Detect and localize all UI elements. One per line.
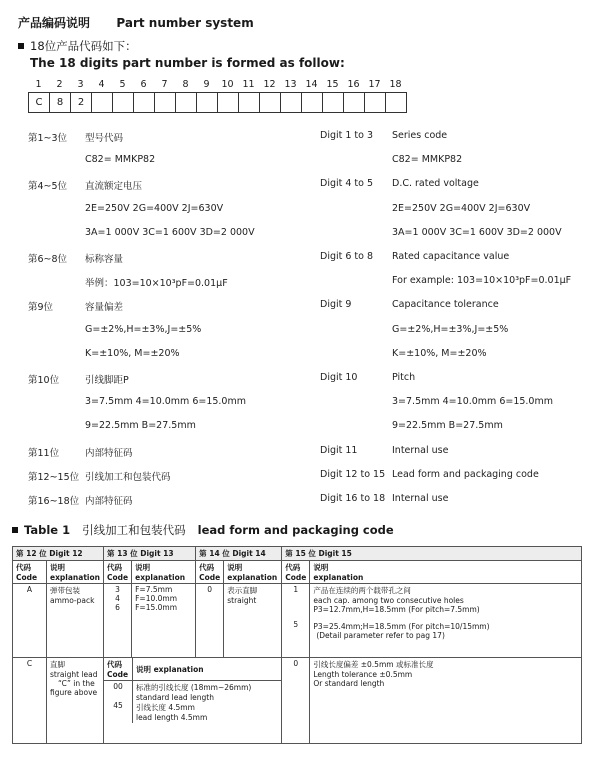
- row-cn-text: 9=22.5mm B=27.5mm: [85, 420, 196, 432]
- d15-code-c: 0: [282, 658, 310, 744]
- row-cn-text: 引线脚距P: [85, 375, 129, 386]
- d14-explanation: 表示直脚 straight: [224, 584, 282, 658]
- row-en-text: Series code: [392, 130, 448, 141]
- row-cn-text: 3=7.5mm 4=10.0mm 6=15.0mm: [85, 396, 246, 408]
- row-en-text: 9=22.5mm B=27.5mm: [392, 420, 503, 432]
- d14-code: 0: [196, 584, 224, 658]
- row-cn-label: 第9位: [28, 302, 54, 314]
- explanation-c: 直脚 straight lead “C” in the figure above: [47, 658, 104, 744]
- digit-number: 18: [389, 79, 402, 90]
- row-cn-label: 第10位: [28, 375, 60, 386]
- row-cn-text: C82= MMKP82: [85, 154, 156, 166]
- code-c: C: [13, 658, 47, 744]
- digit-number: 12: [263, 79, 276, 90]
- row-cn-label: 第12~15位: [28, 471, 80, 483]
- row-cn-text: 标称容量: [85, 254, 124, 265]
- digit-cell: [323, 92, 344, 113]
- digit-cell: [260, 92, 281, 113]
- page-title: [18, 14, 254, 31]
- row-cn-text: 内部特征码: [85, 496, 133, 507]
- col-explanation: 说明 explanation: [47, 561, 104, 584]
- d15-explanation-c: 引线长度偏差 ±0.5mm 或标准长度 Length tolerance ±0.5mm Or standard length: [310, 658, 582, 744]
- header-digit-15: 第 15 位 Digit 15: [282, 547, 582, 561]
- page-title-cn: 产品编码说明: [18, 16, 91, 30]
- digit-cell: [176, 92, 197, 113]
- row-en-text: Pitch: [392, 372, 416, 383]
- digit-number: 5: [119, 79, 126, 90]
- digit-cell: 2: [71, 92, 92, 113]
- digit-number: 17: [368, 79, 381, 90]
- header-digit-12: 第 12 位 Digit 12: [13, 547, 104, 561]
- digit-number: 3: [77, 79, 84, 90]
- section-heading-18-digits: 18位产品代码如下：: [18, 38, 137, 54]
- explanation-a: 弹带包装 ammo-pack: [47, 584, 104, 658]
- digit-number: 9: [203, 79, 210, 90]
- row-cn-label: 第1~3位: [28, 133, 68, 144]
- digit-number: 10: [221, 79, 234, 90]
- digit-cell: [197, 92, 218, 113]
- row-cn-text: 型号代码: [85, 133, 124, 144]
- row-en-label: Digit 4 to 5: [320, 178, 374, 190]
- row-en-text: Rated capacitance value: [392, 251, 510, 262]
- d13-values: F=7.5mm F=10.0mm F=15.0mm: [132, 584, 196, 658]
- col-explanation: 说明 explanation: [132, 561, 196, 584]
- page-title-en: Part number system: [116, 16, 254, 30]
- col-code: 代码 Code: [196, 561, 224, 584]
- section-subheading: The 18 digits part number is formed as follow:: [30, 56, 345, 70]
- digit-cell: [302, 92, 323, 113]
- bullet-icon: [12, 527, 18, 533]
- col-code: 代码 Code: [13, 561, 47, 584]
- row-cn-text: K=±10%, M=±20%: [85, 347, 180, 359]
- header-digit-14: 第 14 位 Digit 14: [196, 547, 282, 561]
- digit-number: 7: [161, 79, 168, 90]
- row-cn-text: 举例：103=10×10³pF=0.01μF: [85, 278, 228, 290]
- table-title: Table 1 引线加工和包装代码 lead form and packaging code: [12, 522, 394, 538]
- table-row-c: [13, 658, 582, 744]
- code-a: A: [13, 584, 47, 658]
- row-en-text: C82= MMKP82: [392, 154, 463, 166]
- digit-cell: [134, 92, 155, 113]
- row-en-label: Digit 6 to 8: [320, 251, 374, 262]
- digit-cell: 8: [50, 92, 71, 113]
- digit-number: 6: [140, 79, 147, 90]
- row-cn-text: 直流额定电压: [85, 181, 143, 193]
- row-cn-label: 第11位: [28, 447, 60, 459]
- digit-cell: [344, 92, 365, 113]
- digit-number: 4: [98, 79, 105, 90]
- row-cn-text: 内部特征码: [85, 447, 133, 459]
- row-en-label: Digit 16 to 18: [320, 493, 386, 504]
- digit-cell: [281, 92, 302, 113]
- digit-number: 2: [56, 79, 63, 90]
- col-explanation: 说明 explanation: [224, 561, 282, 584]
- digit-number-row: [28, 79, 406, 90]
- row-en-text: K=±10%, M=±20%: [392, 347, 487, 359]
- row-en-label: Digit 1 to 3: [320, 130, 374, 141]
- col-code: 代码 Code: [282, 561, 310, 584]
- lead-form-table: [12, 546, 582, 744]
- digit-number: 8: [182, 79, 189, 90]
- row-cn-text: 容量偏差: [85, 302, 124, 314]
- row-en-label: Digit 9: [320, 299, 352, 311]
- row-en-text: 3A=1 000V 3C=1 600V 3D=2 000V: [392, 226, 562, 238]
- row-en-text: 2E=250V 2G=400V 2J=630V: [392, 202, 531, 214]
- row-en-label: Digit 11: [320, 444, 358, 456]
- c-sub-table: 代码 Code 说明 explanation 00 45 标准的引线长度 (18mm~26mm) standard lead length 引线长度 4.5mm lead length 4.5mm: [104, 658, 281, 723]
- col-explanation: 说明 explanation: [310, 561, 582, 584]
- row-en-label: Digit 10: [320, 372, 358, 383]
- digit-number: 11: [242, 79, 255, 90]
- row-en-text: Internal use: [392, 444, 449, 456]
- row-cn-text: 3A=1 000V 3C=1 600V 3D=2 000V: [85, 226, 255, 238]
- digit-cell: [386, 92, 407, 113]
- digit-cell: [218, 92, 239, 113]
- row-cn-label: 第16~18位: [28, 496, 80, 507]
- row-en-text: 3=7.5mm 4=10.0mm 6=15.0mm: [392, 396, 553, 408]
- c-sub-table-cell: [103, 658, 281, 744]
- d15-codes: 1 5: [282, 584, 310, 658]
- digit-cell: [365, 92, 386, 113]
- row-en-text: G=±2%,H=±3%,J=±5%: [392, 323, 509, 335]
- row-en-text: Lead form and packaging code: [392, 468, 539, 480]
- table-row-a: [13, 584, 582, 658]
- row-en-text: Capacitance tolerance: [392, 299, 499, 311]
- row-en-label: Digit 12 to 15: [320, 468, 386, 480]
- header-digit-13: 第 13 位 Digit 13: [103, 547, 195, 561]
- digit-grid: [28, 92, 407, 113]
- row-cn-label: 第4~5位: [28, 181, 68, 193]
- d15-explanation-a: 产品在连续的两个载带孔之间 each cap. among two consecutive holes P3=12.7mm,H=18.5mm (For pitch=7.5mm) P3=25.4mm;H=18.5mm (For pitch=10/15mm) (Detail parameter refer to pag 17): [310, 584, 582, 658]
- digit-cell: [92, 92, 113, 113]
- row-cn-text: 引线加工和包装代码: [85, 471, 171, 483]
- digit-cell: [113, 92, 134, 113]
- row-en-text: For example: 103=10×10³pF=0.01μF: [392, 275, 572, 287]
- bullet-icon: [18, 43, 24, 49]
- row-en-text: Internal use: [392, 493, 449, 504]
- digit-number: 1: [35, 79, 42, 90]
- digit-cell: [155, 92, 176, 113]
- row-en-text: D.C. rated voltage: [392, 178, 479, 190]
- row-cn-text: G=±2%,H=±3%,J=±5%: [85, 323, 202, 335]
- digit-cell: [239, 92, 260, 113]
- digit-number: 15: [326, 79, 339, 90]
- row-cn-text: 2E=250V 2G=400V 2J=630V: [85, 202, 224, 214]
- col-code: 代码 Code: [103, 561, 131, 584]
- d13-codes: 3 4 6: [103, 584, 131, 658]
- digit-cell: C: [29, 92, 50, 113]
- row-cn-label: 第6~8位: [28, 254, 68, 265]
- digit-number: 13: [284, 79, 297, 90]
- digit-number: 14: [305, 79, 318, 90]
- digit-number: 16: [347, 79, 360, 90]
